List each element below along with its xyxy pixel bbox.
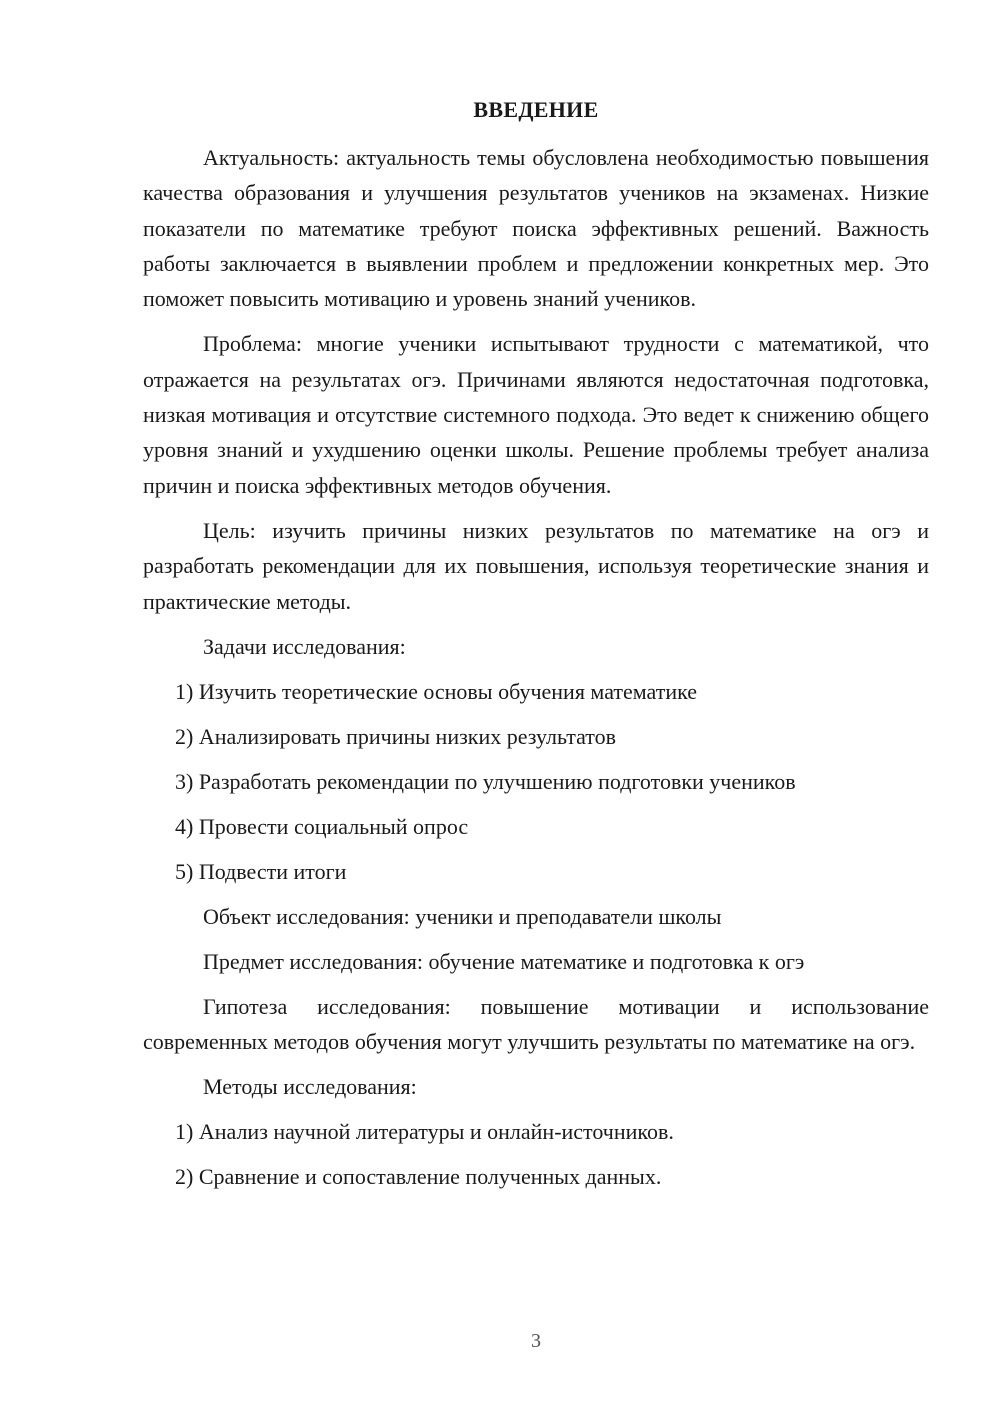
- page-number: 3: [531, 1330, 541, 1352]
- task-item: 2) Анализировать причины низких результатов: [175, 723, 616, 749]
- goal-paragraph: Цель: изучить причины низких результатов по математике на огэ и разработать рекомендации для их повышения, используя теоретические знания и практические методы.: [143, 517, 929, 614]
- research-object: Объект исследования: ученики и преподаватели школы: [203, 903, 722, 929]
- methods-label: Методы исследования:: [203, 1074, 417, 1100]
- method-item: 1) Анализ научной литературы и онлайн-источников.: [175, 1119, 674, 1145]
- task-item: 1) Изучить теоретические основы обучения математике: [175, 678, 698, 704]
- document-page: [143, 92, 929, 1204]
- section-heading: ВВЕДЕНИЕ: [473, 97, 599, 122]
- hypothesis-paragraph: Гипотеза исследования: повышение мотивации и использование современных методов обучения могут улучшить результаты по математике на огэ.: [143, 993, 929, 1055]
- task-item: 4) Провести социальный опрос: [175, 813, 469, 839]
- task-item: 5) Подвести итоги: [175, 858, 347, 884]
- relevance-paragraph: Актуальность: актуальность темы обусловлена необходимостью повышения качества образования и улучшения результатов учеников на экзаменах. Низкие показатели по математике требуют поиска эффективных решений. Важность работы заключается в выявлении проблем и предложении конкретных мер. Это поможет повысить мотивацию и уровень знаний учеников.: [143, 145, 929, 312]
- task-item: 3) Разработать рекомендации по улучшению подготовки учеников: [175, 768, 796, 794]
- tasks-label: Задачи исследования:: [203, 633, 406, 659]
- research-subject: Предмет исследования: обучение математике и подготовка к огэ: [203, 948, 805, 974]
- method-item: 2) Сравнение и сопоставление полученных данных.: [175, 1164, 662, 1190]
- problem-paragraph: Проблема: многие ученики испытывают трудности с математикой, что отражается на результатах огэ. Причинами являются недостаточная подготовка, низкая мотивация и отсутствие системного подхода. Это ведет к снижению общего уровня знаний и ухудшению оценки школы. Решение проблемы требует анализа причин и поиска эффективных методов обучения.: [143, 331, 929, 498]
